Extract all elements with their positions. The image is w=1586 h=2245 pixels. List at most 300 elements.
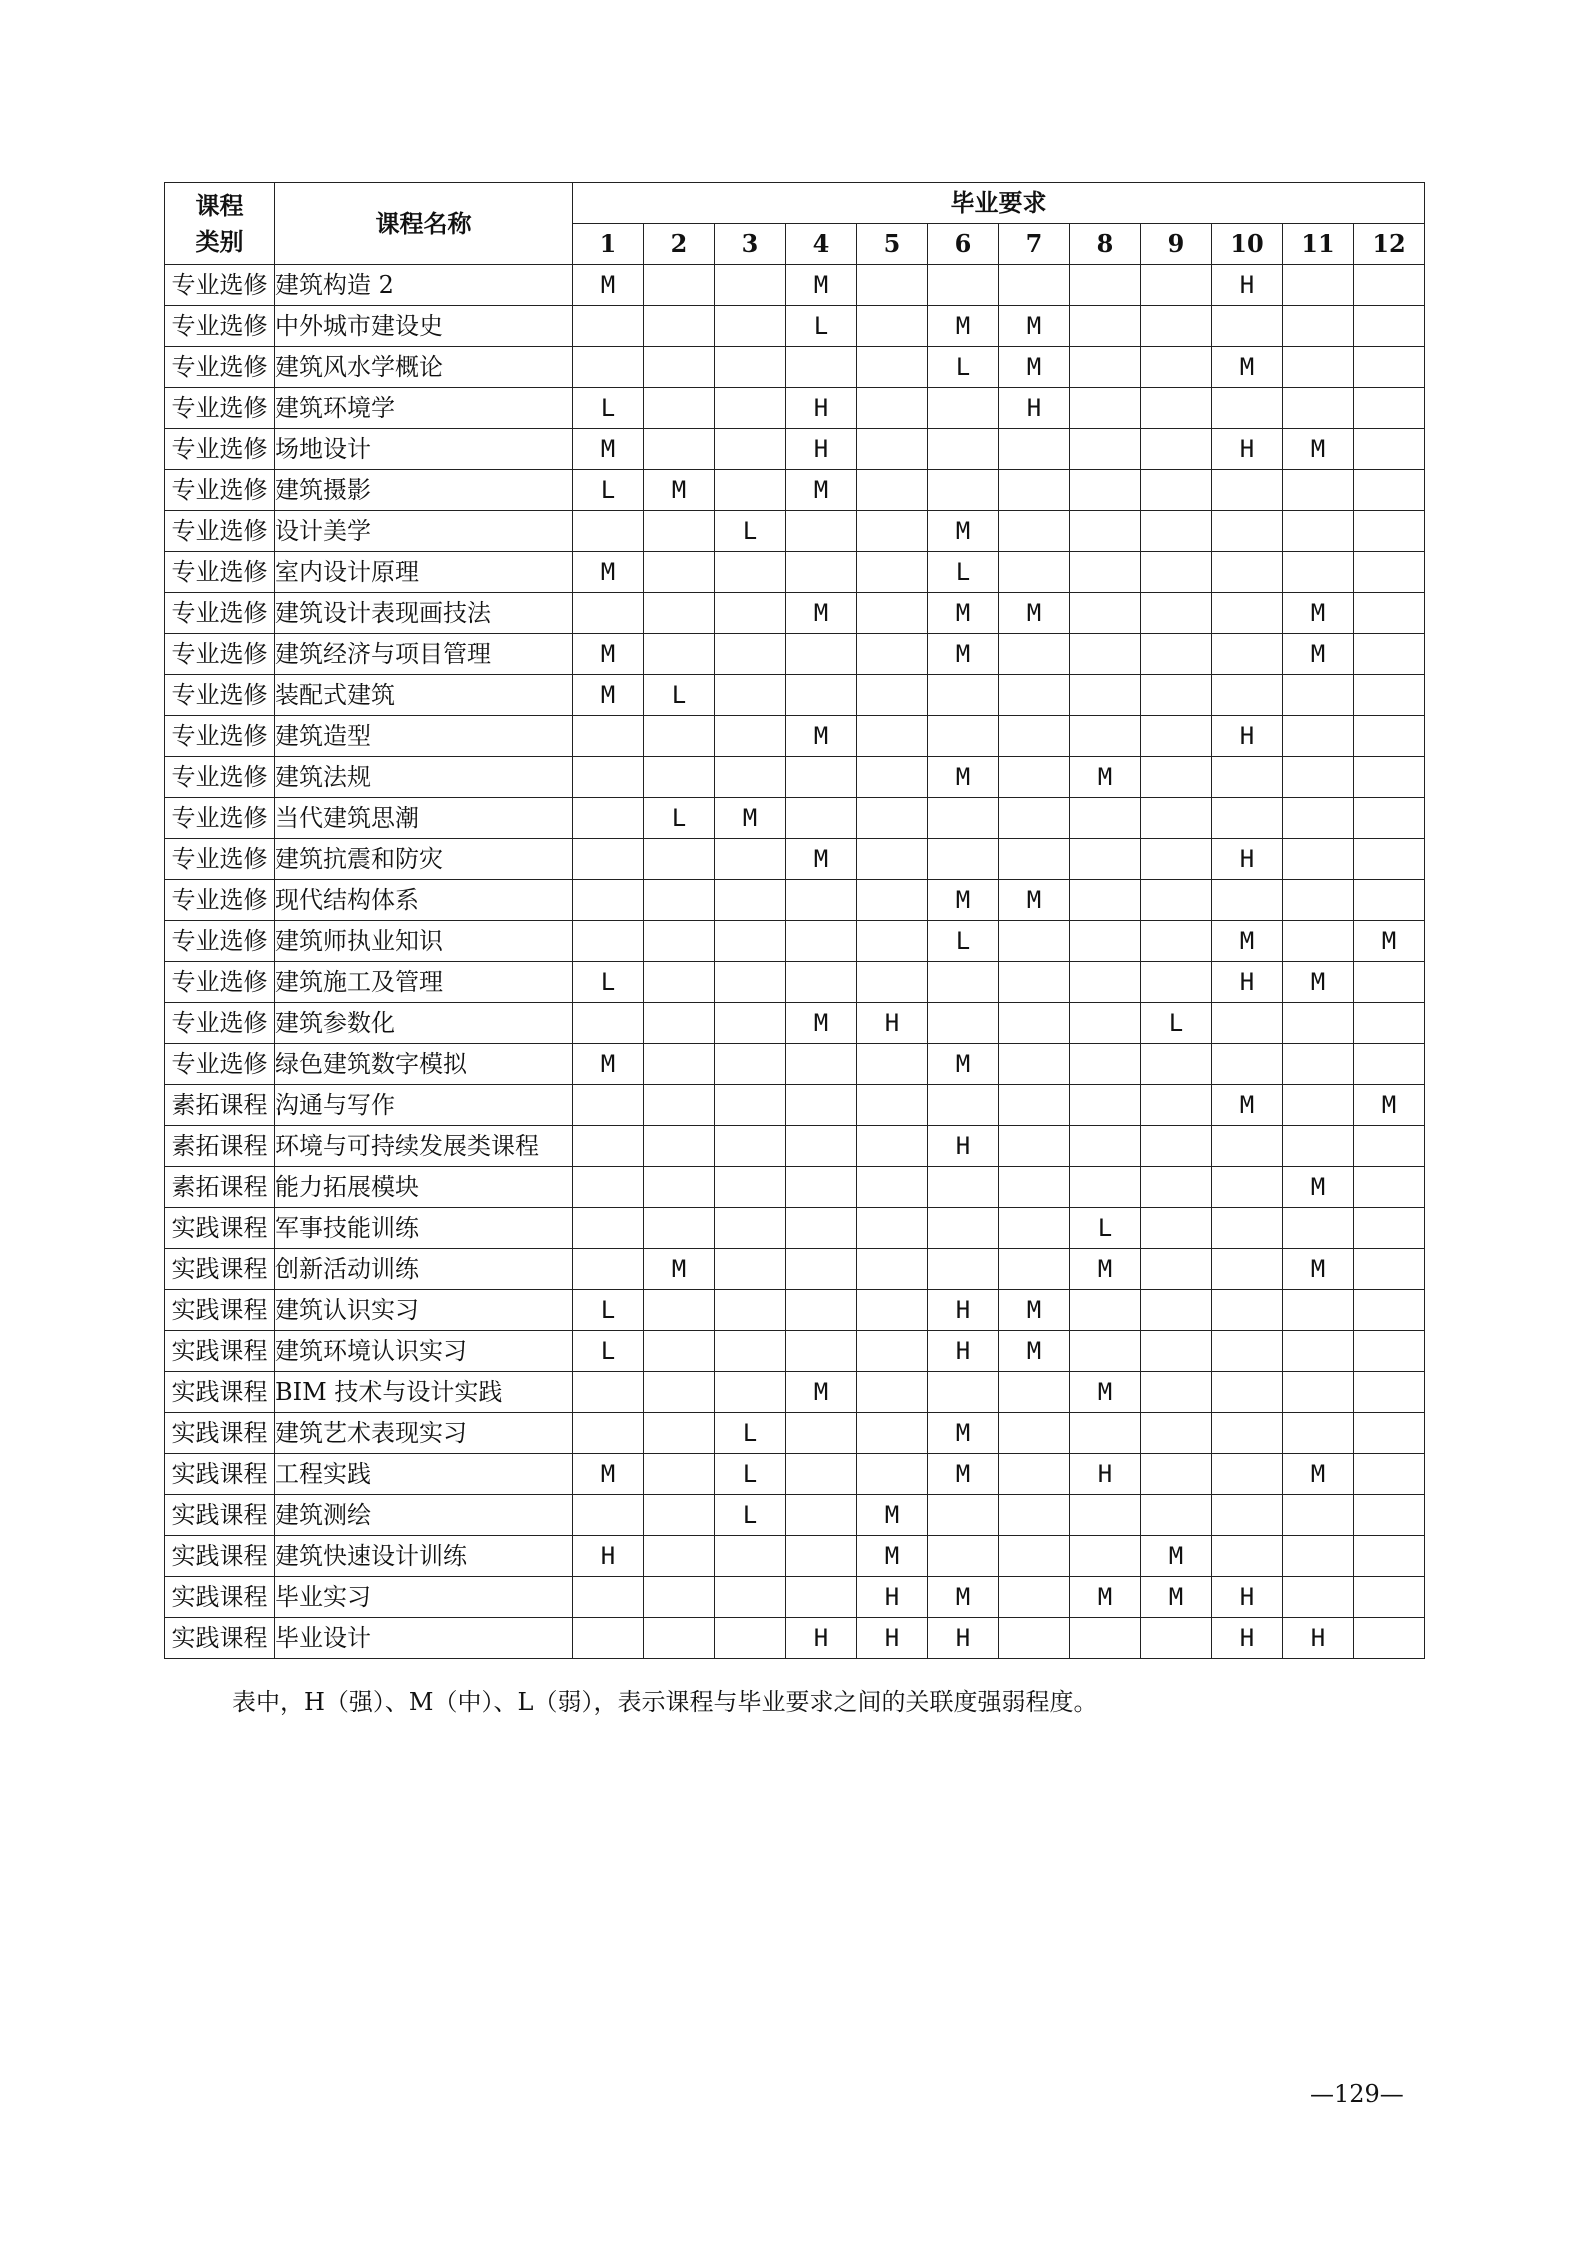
relevance-cell: M: [1070, 1577, 1141, 1618]
relevance-cell: [857, 839, 928, 880]
relevance-cell: [1283, 1413, 1354, 1454]
table-row: [165, 552, 1425, 593]
table-row: [165, 347, 1425, 388]
relevance-cell: [999, 962, 1070, 1003]
relevance-cell: [644, 429, 715, 470]
course-name: 当代建筑思潮: [275, 798, 573, 839]
relevance-cell: H: [1070, 1454, 1141, 1495]
relevance-cell: [1212, 675, 1283, 716]
relevance-cell: [1070, 1618, 1141, 1659]
relevance-cell: H: [1212, 839, 1283, 880]
table-row: [165, 798, 1425, 839]
relevance-cell: [1354, 552, 1425, 593]
relevance-cell: [928, 1536, 999, 1577]
relevance-cell: [857, 347, 928, 388]
relevance-cell: [1283, 716, 1354, 757]
relevance-cell: [1354, 1618, 1425, 1659]
relevance-cell: M: [573, 1044, 644, 1085]
relevance-cell: [999, 1003, 1070, 1044]
table-row: [165, 1577, 1425, 1618]
relevance-cell: H: [928, 1290, 999, 1331]
relevance-cell: [573, 921, 644, 962]
relevance-cell: [857, 921, 928, 962]
relevance-cell: M: [928, 1044, 999, 1085]
relevance-cell: [999, 1413, 1070, 1454]
relevance-cell: [1354, 388, 1425, 429]
relevance-cell: [928, 388, 999, 429]
relevance-cell: [1212, 1044, 1283, 1085]
course-category: 专业选修: [165, 511, 275, 552]
relevance-cell: [644, 1413, 715, 1454]
table-body: [165, 265, 1425, 1659]
course-name: 创新活动训练: [275, 1249, 573, 1290]
relevance-cell: [857, 552, 928, 593]
relevance-cell: [1070, 880, 1141, 921]
relevance-cell: [1212, 1495, 1283, 1536]
relevance-cell: [857, 634, 928, 675]
relevance-cell: [999, 1085, 1070, 1126]
course-category: 实践课程: [165, 1372, 275, 1413]
header-requirement-9: 9: [1141, 224, 1212, 265]
course-category: 专业选修: [165, 265, 275, 306]
table-row: [165, 429, 1425, 470]
relevance-cell: [644, 265, 715, 306]
relevance-cell: [999, 1495, 1070, 1536]
relevance-cell: [1141, 1208, 1212, 1249]
relevance-cell: [715, 1044, 786, 1085]
relevance-cell: [1070, 716, 1141, 757]
relevance-cell: [1354, 1331, 1425, 1372]
relevance-cell: [1354, 962, 1425, 1003]
relevance-cell: [1283, 1536, 1354, 1577]
relevance-cell: [928, 429, 999, 470]
relevance-cell: H: [999, 388, 1070, 429]
table-row: [165, 1085, 1425, 1126]
relevance-cell: M: [786, 1372, 857, 1413]
relevance-cell: [786, 1577, 857, 1618]
relevance-cell: L: [644, 675, 715, 716]
relevance-cell: [573, 306, 644, 347]
table-header: [165, 183, 1425, 265]
relevance-cell: [1283, 880, 1354, 921]
course-name: 中外城市建设史: [275, 306, 573, 347]
relevance-cell: [1141, 716, 1212, 757]
relevance-cell: [715, 1372, 786, 1413]
relevance-cell: [1354, 1290, 1425, 1331]
relevance-cell: [644, 1454, 715, 1495]
relevance-cell: [573, 1372, 644, 1413]
table-row: [165, 306, 1425, 347]
relevance-cell: H: [928, 1331, 999, 1372]
relevance-cell: [1283, 347, 1354, 388]
relevance-cell: [1283, 511, 1354, 552]
course-name: 建筑施工及管理: [275, 962, 573, 1003]
relevance-cell: [1354, 1372, 1425, 1413]
relevance-cell: [786, 1454, 857, 1495]
table-row: [165, 1454, 1425, 1495]
relevance-cell: L: [715, 1495, 786, 1536]
relevance-cell: [1283, 757, 1354, 798]
relevance-cell: M: [999, 593, 1070, 634]
relevance-cell: [644, 1495, 715, 1536]
relevance-cell: [1354, 1413, 1425, 1454]
course-name: 环境与可持续发展类课程: [275, 1126, 573, 1167]
relevance-cell: M: [928, 593, 999, 634]
relevance-cell: M: [786, 593, 857, 634]
relevance-cell: [999, 1167, 1070, 1208]
relevance-cell: [644, 716, 715, 757]
relevance-cell: [1354, 1003, 1425, 1044]
relevance-cell: [928, 798, 999, 839]
relevance-cell: [573, 1003, 644, 1044]
relevance-cell: [644, 1003, 715, 1044]
relevance-cell: M: [1283, 634, 1354, 675]
table-row: [165, 839, 1425, 880]
relevance-cell: [1212, 1536, 1283, 1577]
relevance-cell: [644, 634, 715, 675]
relevance-cell: [573, 839, 644, 880]
relevance-cell: [1283, 306, 1354, 347]
relevance-cell: M: [1283, 593, 1354, 634]
relevance-cell: [1070, 921, 1141, 962]
relevance-cell: L: [573, 962, 644, 1003]
table-row: [165, 1126, 1425, 1167]
relevance-cell: [715, 962, 786, 1003]
relevance-cell: [786, 1208, 857, 1249]
relevance-cell: [1141, 388, 1212, 429]
relevance-cell: [715, 634, 786, 675]
relevance-cell: [1141, 1290, 1212, 1331]
relevance-cell: M: [928, 757, 999, 798]
relevance-cell: [857, 798, 928, 839]
relevance-cell: [857, 757, 928, 798]
course-name: 建筑快速设计训练: [275, 1536, 573, 1577]
relevance-cell: [715, 839, 786, 880]
course-category: 专业选修: [165, 470, 275, 511]
relevance-cell: [573, 347, 644, 388]
relevance-cell: M: [928, 880, 999, 921]
relevance-cell: [1354, 347, 1425, 388]
relevance-cell: [1354, 470, 1425, 511]
table-row: [165, 1618, 1425, 1659]
relevance-cell: [1070, 388, 1141, 429]
table-row: [165, 593, 1425, 634]
relevance-cell: M: [1070, 1249, 1141, 1290]
relevance-cell: L: [928, 552, 999, 593]
relevance-cell: [786, 921, 857, 962]
course-name: 绿色建筑数字模拟: [275, 1044, 573, 1085]
table-row: [165, 1208, 1425, 1249]
relevance-cell: [644, 511, 715, 552]
relevance-cell: M: [786, 839, 857, 880]
relevance-cell: [1070, 1003, 1141, 1044]
relevance-cell: [1070, 1044, 1141, 1085]
relevance-cell: [644, 1331, 715, 1372]
relevance-cell: [1070, 1331, 1141, 1372]
relevance-cell: M: [928, 1413, 999, 1454]
relevance-cell: [1070, 511, 1141, 552]
relevance-cell: [1212, 388, 1283, 429]
relevance-cell: [644, 880, 715, 921]
page-number: —129—: [1310, 2080, 1404, 2108]
course-category: 专业选修: [165, 839, 275, 880]
relevance-cell: [1354, 1495, 1425, 1536]
relevance-cell: H: [857, 1003, 928, 1044]
relevance-cell: [999, 1249, 1070, 1290]
relevance-cell: [928, 962, 999, 1003]
relevance-cell: [1141, 962, 1212, 1003]
relevance-cell: [1070, 962, 1141, 1003]
relevance-cell: [644, 1126, 715, 1167]
relevance-cell: [1070, 347, 1141, 388]
relevance-cell: [928, 1495, 999, 1536]
relevance-cell: [644, 388, 715, 429]
relevance-cell: [928, 716, 999, 757]
relevance-cell: H: [786, 1618, 857, 1659]
relevance-cell: M: [1070, 1372, 1141, 1413]
relevance-cell: [1141, 1044, 1212, 1085]
relevance-cell: [999, 839, 1070, 880]
relevance-cell: [1141, 921, 1212, 962]
relevance-cell: L: [928, 921, 999, 962]
table-row: [165, 1536, 1425, 1577]
relevance-cell: [1354, 1577, 1425, 1618]
relevance-cell: [1354, 511, 1425, 552]
course-name: 建筑造型: [275, 716, 573, 757]
relevance-cell: [644, 962, 715, 1003]
relevance-cell: H: [786, 429, 857, 470]
relevance-cell: [573, 1126, 644, 1167]
header-requirement-11: 11: [1283, 224, 1354, 265]
course-category: 实践课程: [165, 1413, 275, 1454]
relevance-cell: [1283, 1577, 1354, 1618]
relevance-cell: [1070, 634, 1141, 675]
relevance-cell: [786, 962, 857, 1003]
relevance-cell: [1141, 1167, 1212, 1208]
header-requirement-4: 4: [786, 224, 857, 265]
course-name: 建筑设计表现画技法: [275, 593, 573, 634]
relevance-cell: [857, 1413, 928, 1454]
course-requirement-matrix: [164, 182, 1425, 1659]
relevance-cell: [1354, 1249, 1425, 1290]
relevance-cell: L: [644, 798, 715, 839]
course-category: 实践课程: [165, 1249, 275, 1290]
table-row: [165, 1003, 1425, 1044]
relevance-cell: [857, 511, 928, 552]
relevance-cell: [715, 921, 786, 962]
relevance-cell: [715, 552, 786, 593]
relevance-cell: [1070, 1085, 1141, 1126]
relevance-cell: [1141, 839, 1212, 880]
relevance-cell: [999, 1454, 1070, 1495]
relevance-cell: M: [999, 1331, 1070, 1372]
course-name: 建筑测绘: [275, 1495, 573, 1536]
relevance-cell: [1141, 1126, 1212, 1167]
relevance-cell: [1354, 1044, 1425, 1085]
relevance-cell: [1070, 1290, 1141, 1331]
relevance-cell: [1141, 511, 1212, 552]
course-name: 装配式建筑: [275, 675, 573, 716]
relevance-cell: [857, 593, 928, 634]
relevance-cell: [715, 675, 786, 716]
header-requirement-3: 3: [715, 224, 786, 265]
relevance-cell: M: [786, 716, 857, 757]
relevance-cell: [1141, 429, 1212, 470]
course-name: 建筑抗震和防灾: [275, 839, 573, 880]
relevance-cell: [715, 429, 786, 470]
relevance-cell: [715, 306, 786, 347]
relevance-cell: [1283, 675, 1354, 716]
relevance-cell: [644, 306, 715, 347]
relevance-cell: M: [573, 1454, 644, 1495]
table-row: [165, 1495, 1425, 1536]
relevance-cell: [786, 1249, 857, 1290]
relevance-cell: M: [715, 798, 786, 839]
course-category: 素拓课程: [165, 1126, 275, 1167]
relevance-cell: [1354, 306, 1425, 347]
relevance-cell: [999, 675, 1070, 716]
course-name: 建筑师执业知识: [275, 921, 573, 962]
relevance-cell: [786, 1495, 857, 1536]
relevance-cell: [644, 347, 715, 388]
relevance-cell: M: [1283, 429, 1354, 470]
relevance-cell: H: [1283, 1618, 1354, 1659]
relevance-cell: [573, 1577, 644, 1618]
table-row: [165, 1167, 1425, 1208]
relevance-cell: [999, 429, 1070, 470]
relevance-cell: [1070, 593, 1141, 634]
relevance-cell: [928, 1372, 999, 1413]
relevance-cell: [644, 552, 715, 593]
relevance-cell: [857, 1167, 928, 1208]
header-requirement-8: 8: [1070, 224, 1141, 265]
course-category: 专业选修: [165, 347, 275, 388]
relevance-cell: [1354, 839, 1425, 880]
relevance-cell: [644, 1167, 715, 1208]
relevance-cell: [857, 470, 928, 511]
relevance-cell: M: [573, 429, 644, 470]
relevance-cell: [1070, 798, 1141, 839]
relevance-cell: [1212, 1372, 1283, 1413]
relevance-cell: [1283, 552, 1354, 593]
table-row: [165, 388, 1425, 429]
relevance-cell: [999, 1372, 1070, 1413]
relevance-cell: [573, 798, 644, 839]
relevance-cell: [1070, 552, 1141, 593]
relevance-cell: [928, 470, 999, 511]
relevance-cell: M: [573, 675, 644, 716]
header-requirement-12: 12: [1354, 224, 1425, 265]
relevance-cell: [786, 1167, 857, 1208]
header-category-line2: 类别: [195, 226, 244, 256]
relevance-cell: [1212, 1290, 1283, 1331]
relevance-cell: [1283, 921, 1354, 962]
course-name: 军事技能训练: [275, 1208, 573, 1249]
relevance-cell: [857, 1208, 928, 1249]
relevance-cell: [715, 880, 786, 921]
relevance-cell: [786, 798, 857, 839]
relevance-cell: [1212, 470, 1283, 511]
relevance-cell: [1141, 552, 1212, 593]
course-category: 实践课程: [165, 1208, 275, 1249]
relevance-cell: H: [573, 1536, 644, 1577]
course-name: 毕业设计: [275, 1618, 573, 1659]
relevance-cell: [1283, 388, 1354, 429]
relevance-cell: M: [857, 1536, 928, 1577]
relevance-cell: [1283, 265, 1354, 306]
course-category: 实践课程: [165, 1577, 275, 1618]
relevance-cell: [573, 1167, 644, 1208]
relevance-cell: [999, 1577, 1070, 1618]
relevance-cell: [715, 1003, 786, 1044]
relevance-cell: M: [1141, 1536, 1212, 1577]
relevance-cell: L: [1141, 1003, 1212, 1044]
relevance-cell: [786, 511, 857, 552]
relevance-cell: [857, 1126, 928, 1167]
course-name: 建筑艺术表现实习: [275, 1413, 573, 1454]
relevance-cell: [1354, 798, 1425, 839]
relevance-cell: [1283, 1331, 1354, 1372]
table-row: [165, 962, 1425, 1003]
relevance-cell: [1070, 675, 1141, 716]
course-category: 专业选修: [165, 429, 275, 470]
relevance-cell: [857, 1290, 928, 1331]
relevance-cell: M: [1212, 1085, 1283, 1126]
relevance-cell: [1354, 593, 1425, 634]
course-category: 专业选修: [165, 675, 275, 716]
relevance-cell: [999, 470, 1070, 511]
relevance-cell: [1070, 1536, 1141, 1577]
course-category: 实践课程: [165, 1331, 275, 1372]
relevance-cell: [786, 757, 857, 798]
relevance-cell: L: [573, 388, 644, 429]
course-category: 实践课程: [165, 1290, 275, 1331]
relevance-cell: [999, 1126, 1070, 1167]
relevance-cell: [786, 880, 857, 921]
course-name: 设计美学: [275, 511, 573, 552]
relevance-cell: [857, 388, 928, 429]
relevance-cell: [573, 511, 644, 552]
relevance-cell: [786, 675, 857, 716]
relevance-cell: [644, 1577, 715, 1618]
header-requirement-7: 7: [999, 224, 1070, 265]
relevance-cell: [1354, 757, 1425, 798]
relevance-cell: [715, 716, 786, 757]
relevance-cell: [573, 1495, 644, 1536]
table-row: [165, 675, 1425, 716]
relevance-cell: [999, 634, 1070, 675]
relevance-cell: H: [928, 1618, 999, 1659]
relevance-cell: [857, 675, 928, 716]
relevance-cell: H: [1212, 429, 1283, 470]
relevance-cell: M: [999, 1290, 1070, 1331]
relevance-cell: [644, 921, 715, 962]
relevance-cell: M: [928, 306, 999, 347]
relevance-cell: [1283, 1372, 1354, 1413]
relevance-cell: M: [1212, 921, 1283, 962]
relevance-cell: [573, 1413, 644, 1454]
relevance-cell: [1283, 1208, 1354, 1249]
relevance-cell: [1212, 1413, 1283, 1454]
relevance-cell: [1212, 1208, 1283, 1249]
course-name: 建筑摄影: [275, 470, 573, 511]
relevance-cell: H: [1212, 265, 1283, 306]
relevance-cell: [1141, 1085, 1212, 1126]
relevance-cell: [928, 265, 999, 306]
header-requirement-10: 10: [1212, 224, 1283, 265]
relevance-cell: [715, 388, 786, 429]
relevance-cell: [999, 716, 1070, 757]
